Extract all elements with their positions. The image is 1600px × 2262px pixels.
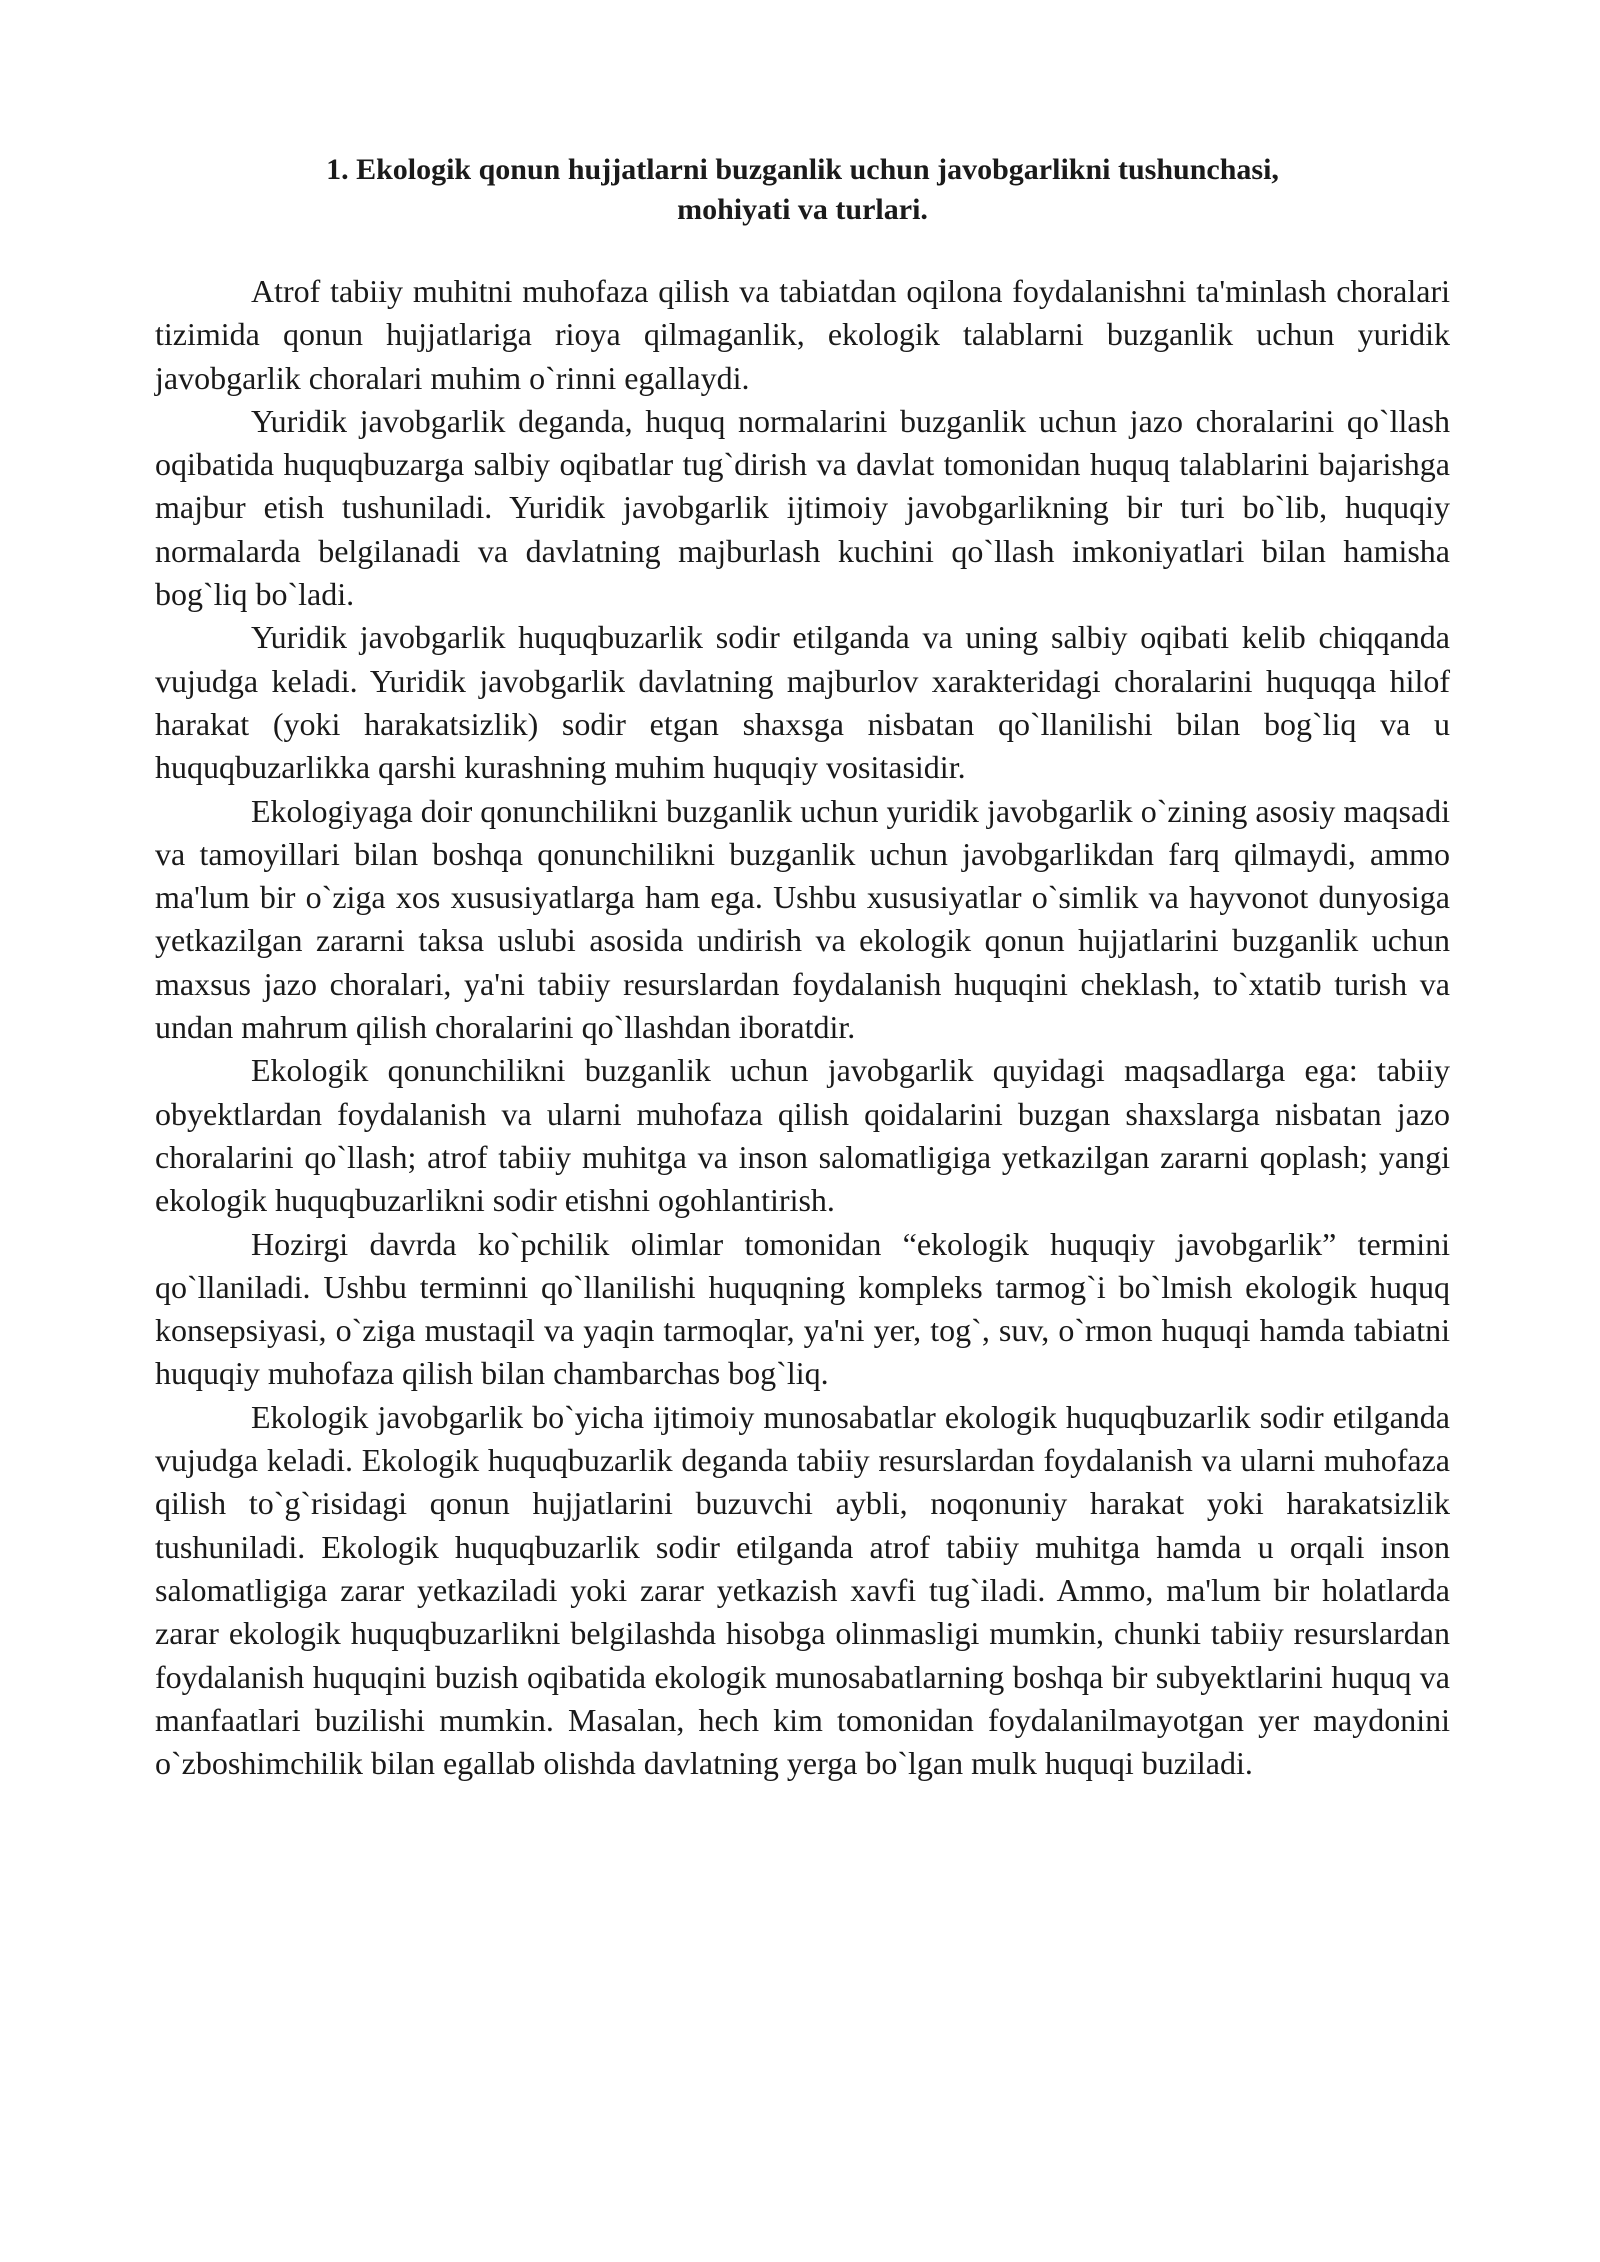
paragraph-5: Ekologik qonunchilikni buzganlik uchun javobgarlik quyidagi maqsadlarga ega: tabiiy obyektlardan foydalanish va ularni muhofaza qilish qoidalarini buzgan shaxslarga nisbatan jazo choralarini qo`llash; atrof tabiiy muhitga va inson salomatligiga yetkazilgan zararni qoplash; yangi ekologik huquqbuzarlikni sodir etishni ogohlantirish. — [155, 1052, 1450, 1219]
paragraph-1: Atrof tabiiy muhitni muhofaza qilish va tabiatdan oqilona foydalanishni ta'minlash choralari tizimida qonun hujjatlariga rioya qilmaganlik, ekologik talablarni buzganlik uchun yuridik javobgarlik choralari muhim o`rinni egallaydi. — [155, 273, 1450, 396]
paragraph-7: Ekologik javobgarlik bo`yicha ijtimoiy munosabatlar ekologik huquqbuzarlik sodir etilganda vujudga keladi. Ekologik huquqbuzarlik deganda tabiiy resurslardan foydalanish va ularni muhofaza qilish to`g`risidagi qonun hujjatlarini buzuvchi aybli, noqonuniy harakat yoki harakatsizlik tushuniladi. Ekologik huquqbuzarlik sodir etilganda atrof tabiiy muhitga hamda u orqali inson salomatligiga zarar yetkaziladi yoki zarar yetkazish xavfi tug`iladi. Ammo, ma'lum bir holatlarda zarar ekologik huquqbuzarlikni belgilashda hisobga olinmasligi mumkin, chunki tabiiy resurslardan foydalanish huquqini buzish oqibatida ekologik munosabatlarning boshqa bir subyektlarini huquq va manfaatlari buzilishi mumkin. Masalan, hech kim tomonidan foydalanilmayotgan yer maydonini o`zboshimchilik bilan egallab olishda davlatning yerga bo`lgan mulk huquqi buziladi. — [155, 1398, 1450, 1782]
paragraph-2: Yuridik javobgarlik deganda, huquq normalarini buzganlik uchun jazo choralarini qo`llash oqibatida huquqbuzarga salbiy oqibatlar tug`dirish va davlat tomonidan huquq talablarini bajarishga majbur etish tushuniladi. Yuridik javobgarlik ijtimoiy javobgarlikning bir turi bo`lib, huquqiy normalarda belgilanadi va davlatning majburlash kuchini qo`llash imkoniyatlari bilan hamisha bog`liq bo`ladi. — [155, 402, 1450, 613]
title-line-2: mohiyati va turlari. — [677, 193, 928, 226]
document-title — [155, 150, 1450, 230]
paragraph-4: Ekologiyaga doir qonunchilikni buzganlik uchun yuridik javobgarlik o`zining asosiy maqsadi va tamoyillari bilan boshqa qonunchilikni buzganlik uchun javobgarlikdan farq qilmaydi, ammo ma'lum bir o`ziga xos xususiyatlarga ham ega. Ushbu xususiyatlar o`simlik va hayvonot dunyosiga yetkazilgan zararni taksa uslubi asosida undirish va ekologik qonun hujjatlarini buzganlik uchun maxsus jazo choralari, ya'ni tabiiy resurslardan foydalanish huquqini cheklash, to`xtatib turish va undan mahrum qilish choralarini qo`llashdan iboratdir. — [155, 792, 1450, 1046]
paragraph-3: Yuridik javobgarlik huquqbuzarlik sodir etilganda va uning salbiy oqibati kelib chiqqanda vujudga keladi. Yuridik javobgarlik davlatning majburlov xarakteridagi choralarini huquqqa hilof harakat (yoki harakatsizlik) sodir etgan shaxsga nisbatan qo`llanilishi bilan bog`liq va u huquqbuzarlikka qarshi kurashning muhim huquqiy vositasidir. — [155, 619, 1450, 786]
document-body — [155, 270, 1450, 1785]
title-line-1: 1. Ekologik qonun hujjatlarni buzganlik uchun javobgarlikni tushunchasi, — [326, 153, 1279, 186]
paragraph-6: Hozirgi davrda ko`pchilik olimlar tomonidan “ekologik huquqiy javobgarlik” termini qo`llaniladi. Ushbu terminni qo`llanilishi huquqning kompleks tarmog`i bo`lmish ekologik huquq konsepsiyasi, o`ziga mustaqil va yaqin tarmoqlar, ya'ni yer, tog`, suv, o`rmon huquqi hamda tabiatni huquqiy muhofaza qilish bilan chambarchas bog`liq. — [155, 1225, 1450, 1392]
